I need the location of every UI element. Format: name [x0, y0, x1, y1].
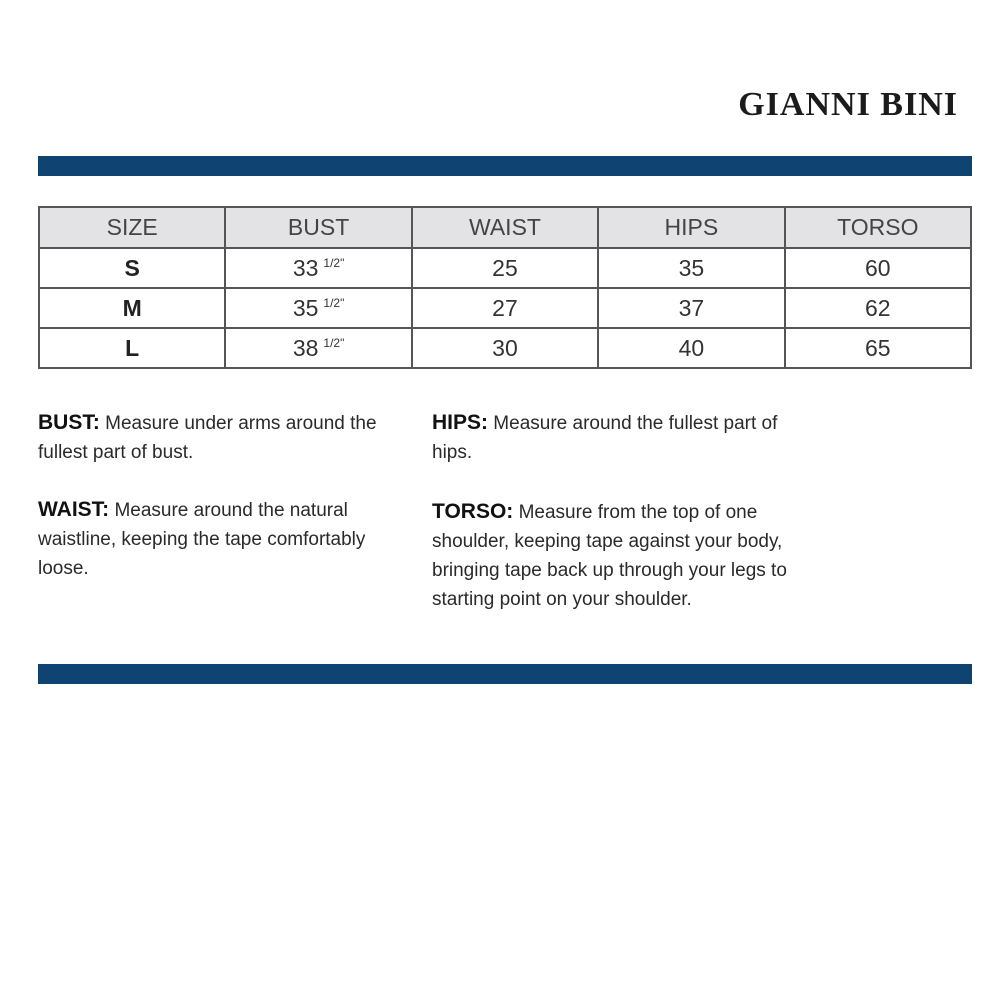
waist-cell: 30	[412, 328, 598, 368]
waist-term: WAIST:	[38, 498, 110, 521]
top-accent-bar	[38, 156, 972, 176]
column-header-waist: WAIST	[412, 207, 598, 248]
hips-cell: 35	[598, 248, 784, 288]
bust-term: BUST:	[38, 411, 100, 434]
bust-cell	[225, 328, 411, 368]
waist-instructions: Measure around the natural waistline, keeping the tape comfortably loose.	[38, 500, 366, 579]
hips-description	[432, 408, 812, 467]
column-header-torso: TORSO	[785, 207, 971, 248]
bust-fraction: 1/2"	[323, 335, 345, 350]
table-row	[39, 328, 971, 368]
column-header-size: SIZE	[39, 207, 225, 248]
table-row	[39, 288, 971, 328]
torso-description	[432, 497, 792, 614]
column-header-hips: HIPS	[598, 207, 784, 248]
hips-cell: 37	[598, 288, 784, 328]
torso-instructions: Measure from the top of one shoulder, keeping tape against your body, bringing tape back up through your legs to starting point on your shoulder.	[432, 502, 787, 610]
size-cell: M	[39, 288, 225, 328]
bust-instructions: Measure under arms around the fullest part of bust.	[38, 413, 377, 463]
table-row	[39, 248, 971, 288]
hips-instructions: Measure around the fullest part of hips.	[432, 413, 778, 463]
table-header-row	[39, 207, 971, 248]
bust-description	[38, 408, 408, 467]
bust-fraction: 1/2"	[323, 295, 345, 310]
torso-term: TORSO:	[432, 500, 514, 523]
hips-term: HIPS:	[432, 411, 489, 434]
hips-cell: 40	[598, 328, 784, 368]
torso-cell: 60	[785, 248, 971, 288]
bust-value: 33	[292, 254, 319, 281]
waist-cell: 27	[412, 288, 598, 328]
bust-value: 38	[292, 334, 319, 361]
torso-cell: 65	[785, 328, 971, 368]
size-cell: S	[39, 248, 225, 288]
column-header-bust: BUST	[225, 207, 411, 248]
bottom-accent-bar	[38, 664, 972, 684]
waist-cell: 25	[412, 248, 598, 288]
bust-value: 35	[292, 294, 319, 321]
torso-cell: 62	[785, 288, 971, 328]
brand-logo: GIANNI BINI	[738, 86, 958, 123]
waist-description	[38, 495, 418, 583]
bust-fraction: 1/2"	[323, 255, 345, 270]
size-cell: L	[39, 328, 225, 368]
bust-cell	[225, 248, 411, 288]
size-chart-table	[38, 206, 972, 369]
bust-cell	[225, 288, 411, 328]
